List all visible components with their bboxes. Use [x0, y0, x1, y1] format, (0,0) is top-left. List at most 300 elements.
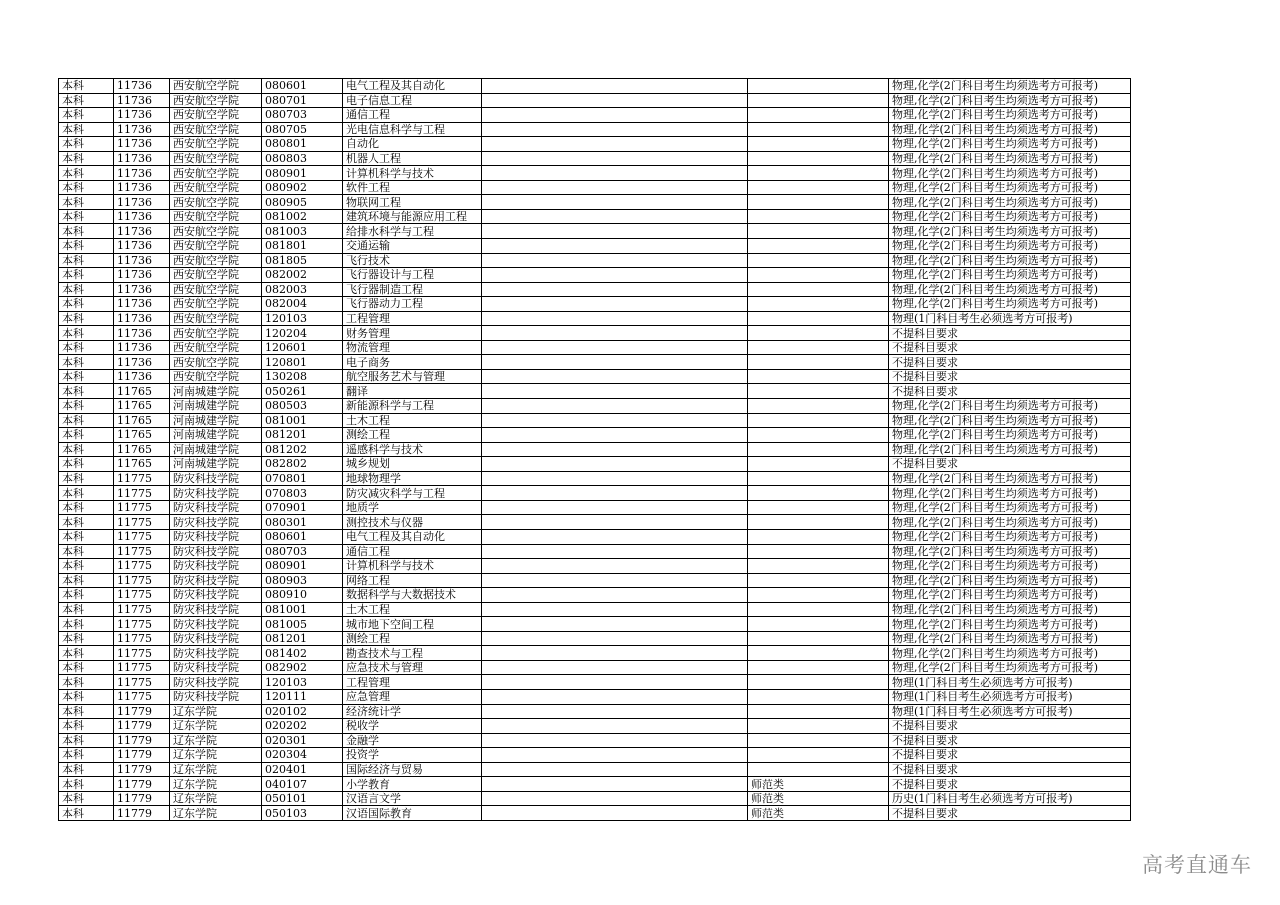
- school-name-cell: 辽东学院: [170, 762, 262, 777]
- category-cell: [748, 93, 889, 108]
- table-row: [59, 719, 1131, 734]
- subject-requirement-cell: 物理(1门科目考生必须选考方可报考): [889, 311, 1131, 326]
- level-cell: 本科: [59, 122, 114, 137]
- major-name-cell: 电子商务: [343, 355, 482, 370]
- level-cell: 本科: [59, 137, 114, 152]
- school-code-cell: 11736: [114, 297, 170, 312]
- category-cell: [748, 719, 889, 734]
- note-cell: [482, 93, 748, 108]
- subject-requirement-cell: 物理,化学(2门科目考生均须选考方可报考): [889, 180, 1131, 195]
- category-cell: [748, 369, 889, 384]
- school-code-cell: 11765: [114, 413, 170, 428]
- school-name-cell: 西安航空学院: [170, 340, 262, 355]
- school-name-cell: 辽东学院: [170, 777, 262, 792]
- category-cell: [748, 457, 889, 472]
- major-name-cell: 通信工程: [343, 108, 482, 123]
- note-cell: [482, 544, 748, 559]
- major-code-cell: 080903: [262, 573, 343, 588]
- school-name-cell: 西安航空学院: [170, 239, 262, 254]
- table-row: [59, 253, 1131, 268]
- major-code-cell: 080703: [262, 108, 343, 123]
- school-name-cell: 河南城建学院: [170, 442, 262, 457]
- note-cell: [482, 471, 748, 486]
- major-code-cell: 081005: [262, 617, 343, 632]
- school-name-cell: 防灾科技学院: [170, 602, 262, 617]
- level-cell: 本科: [59, 282, 114, 297]
- major-code-cell: 020102: [262, 704, 343, 719]
- note-cell: [482, 166, 748, 181]
- level-cell: 本科: [59, 166, 114, 181]
- major-name-cell: 土木工程: [343, 413, 482, 428]
- note-cell: [482, 369, 748, 384]
- subject-requirement-cell: 不提科目要求: [889, 806, 1131, 821]
- subject-requirement-cell: 物理,化学(2门科目考生均须选考方可报考): [889, 573, 1131, 588]
- note-cell: [482, 311, 748, 326]
- subject-requirement-cell: 不提科目要求: [889, 340, 1131, 355]
- table-row: [59, 428, 1131, 443]
- table-row: [59, 209, 1131, 224]
- school-name-cell: 防灾科技学院: [170, 500, 262, 515]
- category-cell: [748, 326, 889, 341]
- major-code-cell: 082802: [262, 457, 343, 472]
- school-code-cell: 11736: [114, 340, 170, 355]
- school-name-cell: 防灾科技学院: [170, 471, 262, 486]
- subject-requirement-cell: 物理,化学(2门科目考生均须选考方可报考): [889, 486, 1131, 501]
- category-cell: [748, 762, 889, 777]
- school-name-cell: 辽东学院: [170, 806, 262, 821]
- school-name-cell: 辽东学院: [170, 748, 262, 763]
- major-name-cell: 物联网工程: [343, 195, 482, 210]
- school-code-cell: 11779: [114, 704, 170, 719]
- level-cell: 本科: [59, 544, 114, 559]
- category-cell: [748, 413, 889, 428]
- level-cell: 本科: [59, 399, 114, 414]
- table-row: [59, 733, 1131, 748]
- school-name-cell: 防灾科技学院: [170, 660, 262, 675]
- level-cell: 本科: [59, 457, 114, 472]
- major-code-cell: 080601: [262, 529, 343, 544]
- school-name-cell: 西安航空学院: [170, 151, 262, 166]
- level-cell: 本科: [59, 311, 114, 326]
- level-cell: 本科: [59, 355, 114, 370]
- school-code-cell: 11775: [114, 515, 170, 530]
- category-cell: [748, 108, 889, 123]
- school-name-cell: 西安航空学院: [170, 326, 262, 341]
- note-cell: [482, 733, 748, 748]
- category-cell: 师范类: [748, 791, 889, 806]
- category-cell: [748, 471, 889, 486]
- school-code-cell: 11736: [114, 239, 170, 254]
- school-name-cell: 防灾科技学院: [170, 529, 262, 544]
- note-cell: [482, 602, 748, 617]
- major-name-cell: 地质学: [343, 500, 482, 515]
- school-code-cell: 11765: [114, 399, 170, 414]
- level-cell: 本科: [59, 384, 114, 399]
- subject-requirement-cell: 物理,化学(2门科目考生均须选考方可报考): [889, 297, 1131, 312]
- subject-requirement-cell: 不提科目要求: [889, 719, 1131, 734]
- level-cell: 本科: [59, 719, 114, 734]
- category-cell: [748, 239, 889, 254]
- school-code-cell: 11736: [114, 282, 170, 297]
- table-row: [59, 646, 1131, 661]
- note-cell: [482, 224, 748, 239]
- note-cell: [482, 384, 748, 399]
- major-name-cell: 网络工程: [343, 573, 482, 588]
- school-name-cell: 防灾科技学院: [170, 646, 262, 661]
- major-code-cell: 080301: [262, 515, 343, 530]
- major-code-cell: 070801: [262, 471, 343, 486]
- note-cell: [482, 588, 748, 603]
- level-cell: 本科: [59, 209, 114, 224]
- table-row: [59, 500, 1131, 515]
- major-code-cell: 120111: [262, 689, 343, 704]
- major-code-cell: 050103: [262, 806, 343, 821]
- note-cell: [482, 137, 748, 152]
- subject-requirement-cell: 物理,化学(2门科目考生均须选考方可报考): [889, 413, 1131, 428]
- major-code-cell: 080902: [262, 180, 343, 195]
- major-code-cell: 040107: [262, 777, 343, 792]
- category-cell: [748, 602, 889, 617]
- school-code-cell: 11736: [114, 253, 170, 268]
- table-row: [59, 588, 1131, 603]
- subject-requirement-cell: 物理,化学(2门科目考生均须选考方可报考): [889, 529, 1131, 544]
- category-cell: [748, 355, 889, 370]
- table-row: [59, 573, 1131, 588]
- category-cell: [748, 486, 889, 501]
- major-name-cell: 税收学: [343, 719, 482, 734]
- major-name-cell: 城乡规划: [343, 457, 482, 472]
- subject-requirement-cell: 物理,化学(2门科目考生均须选考方可报考): [889, 79, 1131, 94]
- major-code-cell: 020202: [262, 719, 343, 734]
- major-name-cell: 小学教育: [343, 777, 482, 792]
- school-code-cell: 11775: [114, 588, 170, 603]
- school-name-cell: 防灾科技学院: [170, 486, 262, 501]
- table-row: [59, 326, 1131, 341]
- school-name-cell: 西安航空学院: [170, 268, 262, 283]
- subject-requirement-cell: 物理,化学(2门科目考生均须选考方可报考): [889, 544, 1131, 559]
- school-code-cell: 11775: [114, 529, 170, 544]
- category-cell: [748, 704, 889, 719]
- category-cell: [748, 209, 889, 224]
- school-code-cell: 11736: [114, 209, 170, 224]
- note-cell: [482, 748, 748, 763]
- school-code-cell: 11736: [114, 137, 170, 152]
- school-code-cell: 11736: [114, 151, 170, 166]
- major-name-cell: 工程管理: [343, 675, 482, 690]
- level-cell: 本科: [59, 268, 114, 283]
- major-code-cell: 081003: [262, 224, 343, 239]
- level-cell: 本科: [59, 486, 114, 501]
- major-name-cell: 物流管理: [343, 340, 482, 355]
- major-code-cell: 070803: [262, 486, 343, 501]
- note-cell: [482, 675, 748, 690]
- admission-requirements-table: [58, 78, 1131, 821]
- note-cell: [482, 355, 748, 370]
- major-code-cell: 081002: [262, 209, 343, 224]
- table-row: [59, 791, 1131, 806]
- school-name-cell: 西安航空学院: [170, 369, 262, 384]
- table-row: [59, 384, 1131, 399]
- subject-requirement-cell: 物理(1门科目考生必须选考方可报考): [889, 704, 1131, 719]
- subject-requirement-cell: 物理,化学(2门科目考生均须选考方可报考): [889, 471, 1131, 486]
- major-name-cell: 建筑环境与能源应用工程: [343, 209, 482, 224]
- category-cell: [748, 500, 889, 515]
- major-code-cell: 082003: [262, 282, 343, 297]
- table-row: [59, 559, 1131, 574]
- school-name-cell: 西安航空学院: [170, 166, 262, 181]
- major-name-cell: 防灾减灾科学与工程: [343, 486, 482, 501]
- level-cell: 本科: [59, 748, 114, 763]
- major-name-cell: 航空服务艺术与管理: [343, 369, 482, 384]
- table-row: [59, 239, 1131, 254]
- table-row: [59, 297, 1131, 312]
- subject-requirement-cell: 物理,化学(2门科目考生均须选考方可报考): [889, 515, 1131, 530]
- note-cell: [482, 689, 748, 704]
- note-cell: [482, 428, 748, 443]
- level-cell: 本科: [59, 340, 114, 355]
- table-row: [59, 486, 1131, 501]
- table-row: [59, 704, 1131, 719]
- subject-requirement-cell: 物理,化学(2门科目考生均须选考方可报考): [889, 108, 1131, 123]
- table-row: [59, 166, 1131, 181]
- subject-requirement-cell: 物理,化学(2门科目考生均须选考方可报考): [889, 428, 1131, 443]
- category-cell: [748, 399, 889, 414]
- major-name-cell: 应急管理: [343, 689, 482, 704]
- note-cell: [482, 500, 748, 515]
- school-code-cell: 11736: [114, 122, 170, 137]
- table-row: [59, 617, 1131, 632]
- major-name-cell: 地球物理学: [343, 471, 482, 486]
- major-code-cell: 082004: [262, 297, 343, 312]
- level-cell: 本科: [59, 195, 114, 210]
- major-name-cell: 飞行技术: [343, 253, 482, 268]
- category-cell: [748, 282, 889, 297]
- table-row: [59, 689, 1131, 704]
- school-name-cell: 河南城建学院: [170, 399, 262, 414]
- note-cell: [482, 108, 748, 123]
- major-code-cell: 120204: [262, 326, 343, 341]
- note-cell: [482, 413, 748, 428]
- table-row: [59, 151, 1131, 166]
- school-name-cell: 西安航空学院: [170, 108, 262, 123]
- category-cell: [748, 529, 889, 544]
- major-code-cell: 130208: [262, 369, 343, 384]
- school-code-cell: 11779: [114, 748, 170, 763]
- category-cell: [748, 515, 889, 530]
- school-code-cell: 11779: [114, 762, 170, 777]
- category-cell: [748, 79, 889, 94]
- note-cell: [482, 297, 748, 312]
- category-cell: [748, 137, 889, 152]
- school-code-cell: 11736: [114, 195, 170, 210]
- major-name-cell: 应急技术与管理: [343, 660, 482, 675]
- school-name-cell: 防灾科技学院: [170, 544, 262, 559]
- table-row: [59, 268, 1131, 283]
- category-cell: [748, 151, 889, 166]
- level-cell: 本科: [59, 93, 114, 108]
- school-code-cell: 11736: [114, 268, 170, 283]
- subject-requirement-cell: 物理,化学(2门科目考生均须选考方可报考): [889, 442, 1131, 457]
- subject-requirement-cell: 不提科目要求: [889, 733, 1131, 748]
- major-name-cell: 数据科学与大数据技术: [343, 588, 482, 603]
- school-code-cell: 11775: [114, 559, 170, 574]
- major-name-cell: 汉语言文学: [343, 791, 482, 806]
- subject-requirement-cell: 物理,化学(2门科目考生均须选考方可报考): [889, 399, 1131, 414]
- subject-requirement-cell: 不提科目要求: [889, 384, 1131, 399]
- major-code-cell: 081805: [262, 253, 343, 268]
- table-row: [59, 471, 1131, 486]
- subject-requirement-cell: 物理,化学(2门科目考生均须选考方可报考): [889, 209, 1131, 224]
- level-cell: 本科: [59, 151, 114, 166]
- school-name-cell: 防灾科技学院: [170, 559, 262, 574]
- level-cell: 本科: [59, 573, 114, 588]
- major-code-cell: 080705: [262, 122, 343, 137]
- level-cell: 本科: [59, 369, 114, 384]
- note-cell: [482, 457, 748, 472]
- school-name-cell: 西安航空学院: [170, 137, 262, 152]
- level-cell: 本科: [59, 631, 114, 646]
- category-cell: [748, 180, 889, 195]
- major-code-cell: 080905: [262, 195, 343, 210]
- level-cell: 本科: [59, 428, 114, 443]
- major-name-cell: 财务管理: [343, 326, 482, 341]
- school-code-cell: 11775: [114, 646, 170, 661]
- table-body: [59, 79, 1131, 821]
- category-cell: [748, 588, 889, 603]
- level-cell: 本科: [59, 704, 114, 719]
- note-cell: [482, 209, 748, 224]
- major-code-cell: 081001: [262, 413, 343, 428]
- table-row: [59, 602, 1131, 617]
- subject-requirement-cell: 不提科目要求: [889, 777, 1131, 792]
- level-cell: 本科: [59, 791, 114, 806]
- level-cell: 本科: [59, 239, 114, 254]
- note-cell: [482, 180, 748, 195]
- school-code-cell: 11775: [114, 660, 170, 675]
- school-code-cell: 11736: [114, 311, 170, 326]
- table-row: [59, 137, 1131, 152]
- watermark-text: 高考直通车: [1142, 853, 1252, 877]
- school-code-cell: 11775: [114, 617, 170, 632]
- school-code-cell: 11736: [114, 79, 170, 94]
- major-name-cell: 勘查技术与工程: [343, 646, 482, 661]
- subject-requirement-cell: 不提科目要求: [889, 326, 1131, 341]
- category-cell: [748, 617, 889, 632]
- category-cell: [748, 733, 889, 748]
- note-cell: [482, 704, 748, 719]
- school-code-cell: 11736: [114, 180, 170, 195]
- school-name-cell: 辽东学院: [170, 791, 262, 806]
- category-cell: [748, 297, 889, 312]
- school-code-cell: 11736: [114, 108, 170, 123]
- school-name-cell: 西安航空学院: [170, 79, 262, 94]
- major-name-cell: 计算机科学与技术: [343, 559, 482, 574]
- major-code-cell: 120801: [262, 355, 343, 370]
- level-cell: 本科: [59, 602, 114, 617]
- note-cell: [482, 529, 748, 544]
- major-name-cell: 光电信息科学与工程: [343, 122, 482, 137]
- level-cell: 本科: [59, 617, 114, 632]
- school-name-cell: 辽东学院: [170, 719, 262, 734]
- level-cell: 本科: [59, 559, 114, 574]
- major-name-cell: 通信工程: [343, 544, 482, 559]
- table-row: [59, 369, 1131, 384]
- major-code-cell: 120103: [262, 311, 343, 326]
- subject-requirement-cell: 物理,化学(2门科目考生均须选考方可报考): [889, 559, 1131, 574]
- major-code-cell: 050101: [262, 791, 343, 806]
- table-row: [59, 762, 1131, 777]
- category-cell: [748, 689, 889, 704]
- note-cell: [482, 646, 748, 661]
- subject-requirement-cell: 物理,化学(2门科目考生均须选考方可报考): [889, 602, 1131, 617]
- subject-requirement-cell: 物理,化学(2门科目考生均须选考方可报考): [889, 660, 1131, 675]
- category-cell: [748, 559, 889, 574]
- table-row: [59, 660, 1131, 675]
- major-code-cell: 081202: [262, 442, 343, 457]
- school-name-cell: 防灾科技学院: [170, 689, 262, 704]
- category-cell: [748, 631, 889, 646]
- subject-requirement-cell: 物理,化学(2门科目考生均须选考方可报考): [889, 151, 1131, 166]
- note-cell: [482, 486, 748, 501]
- school-code-cell: 11775: [114, 544, 170, 559]
- level-cell: 本科: [59, 442, 114, 457]
- school-code-cell: 11736: [114, 326, 170, 341]
- school-name-cell: 西安航空学院: [170, 224, 262, 239]
- major-name-cell: 测绘工程: [343, 631, 482, 646]
- level-cell: 本科: [59, 471, 114, 486]
- school-code-cell: 11779: [114, 733, 170, 748]
- note-cell: [482, 515, 748, 530]
- school-code-cell: 11775: [114, 486, 170, 501]
- note-cell: [482, 762, 748, 777]
- table-row: [59, 180, 1131, 195]
- school-name-cell: 辽东学院: [170, 733, 262, 748]
- table-row: [59, 108, 1131, 123]
- note-cell: [482, 806, 748, 821]
- school-code-cell: 11775: [114, 675, 170, 690]
- level-cell: 本科: [59, 777, 114, 792]
- major-name-cell: 城市地下空间工程: [343, 617, 482, 632]
- subject-requirement-cell: 物理,化学(2门科目考生均须选考方可报考): [889, 268, 1131, 283]
- subject-requirement-cell: 物理(1门科目考生必须选考方可报考): [889, 675, 1131, 690]
- note-cell: [482, 253, 748, 268]
- table-row: [59, 515, 1131, 530]
- school-code-cell: 11775: [114, 689, 170, 704]
- subject-requirement-cell: 不提科目要求: [889, 457, 1131, 472]
- category-cell: [748, 340, 889, 355]
- level-cell: 本科: [59, 515, 114, 530]
- category-cell: 师范类: [748, 777, 889, 792]
- level-cell: 本科: [59, 500, 114, 515]
- level-cell: 本科: [59, 326, 114, 341]
- note-cell: [482, 195, 748, 210]
- subject-requirement-cell: 物理,化学(2门科目考生均须选考方可报考): [889, 93, 1131, 108]
- subject-requirement-cell: 物理,化学(2门科目考生均须选考方可报考): [889, 166, 1131, 181]
- table-row: [59, 748, 1131, 763]
- category-cell: [748, 573, 889, 588]
- major-code-cell: 082902: [262, 660, 343, 675]
- major-name-cell: 测绘工程: [343, 428, 482, 443]
- category-cell: 师范类: [748, 806, 889, 821]
- school-name-cell: 西安航空学院: [170, 93, 262, 108]
- major-code-cell: 082002: [262, 268, 343, 283]
- school-code-cell: 11779: [114, 719, 170, 734]
- category-cell: [748, 544, 889, 559]
- table-row: [59, 777, 1131, 792]
- major-name-cell: 计算机科学与技术: [343, 166, 482, 181]
- level-cell: 本科: [59, 588, 114, 603]
- category-cell: [748, 428, 889, 443]
